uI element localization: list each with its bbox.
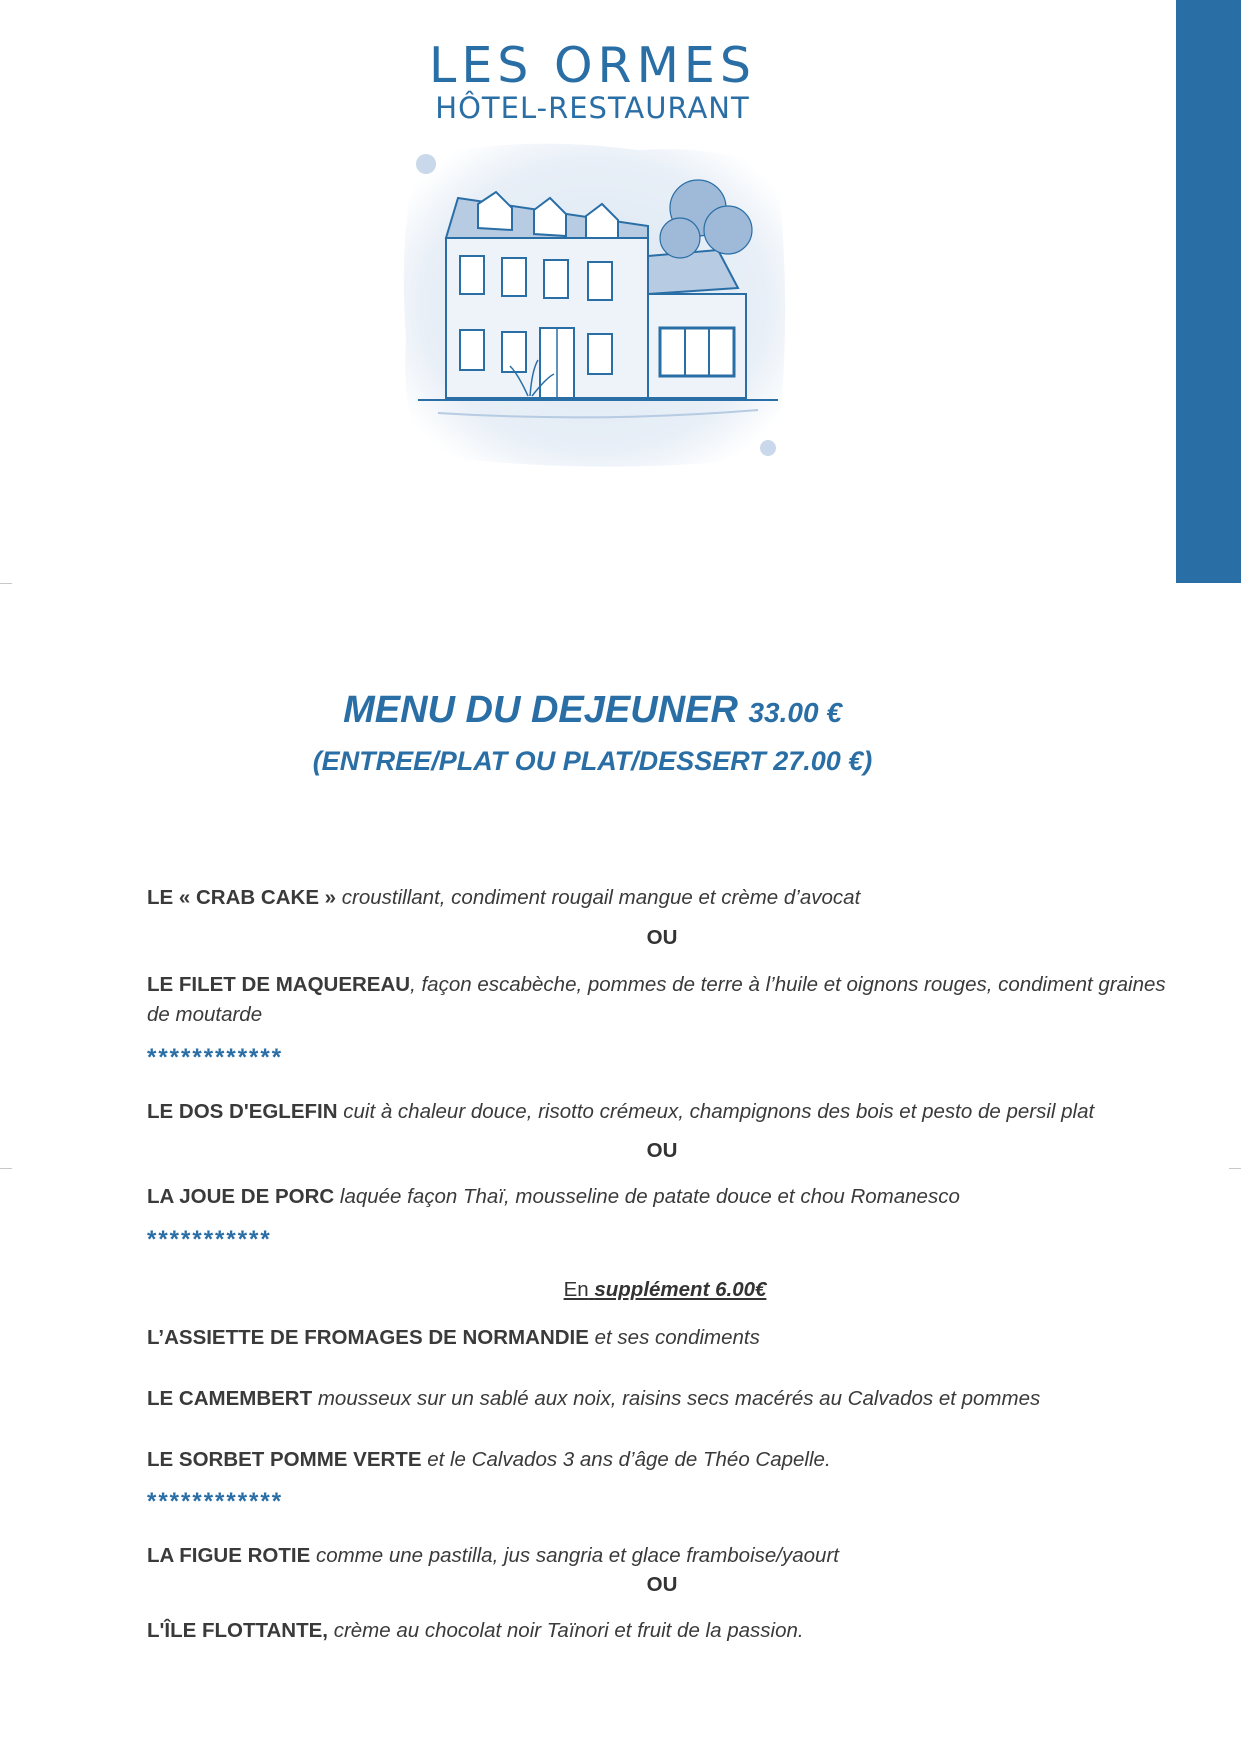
dish-item <box>147 1616 1177 1646</box>
edge-mark <box>0 583 12 584</box>
ou-separator: OU <box>646 926 678 949</box>
menu-title-text: MENU DU DEJEUNER <box>343 689 738 731</box>
dish-item <box>147 1384 1177 1414</box>
dish-description: et le Calvados 3 ans d’âge de Théo Capelle. <box>427 1448 831 1471</box>
dish-description: cuit à chaleur douce, risotto crémeux, champignons des bois et pesto de persil plat <box>343 1100 1095 1123</box>
dish-description: laquée façon Thaï, mousseline de patate douce et chou Romanesco <box>339 1185 960 1208</box>
logo <box>0 38 1185 124</box>
ou-separator: OU <box>646 1139 678 1162</box>
logo-subtitle: HÔTEL-RESTAURANT <box>435 91 750 125</box>
menu-title <box>0 686 1185 737</box>
dish-name: L'ÎLE FLOTTANTE, <box>147 1619 328 1642</box>
dish-item <box>147 1323 1177 1353</box>
dish-description: comme une pastilla, jus sangria et glace framboise/yaourt <box>315 1544 839 1567</box>
dish-item <box>147 883 1177 913</box>
menu-header <box>0 686 1185 779</box>
menu-price: 33.00 € <box>748 697 842 728</box>
dish-item <box>147 1541 1177 1571</box>
dish-description: et ses condiments <box>594 1326 760 1349</box>
dish-item <box>147 1445 1177 1475</box>
menu-subtitle: (ENTREE/PLAT OU PLAT/DESSERT 27.00 €) <box>312 746 873 776</box>
star-separator: ************ <box>147 1488 284 1515</box>
supplement-note <box>0 1278 1241 1302</box>
logo-name: LES ORMES <box>429 37 756 94</box>
dish-description: , façon escabèche, pommes de terre à l’huile et oignons rouges, condiment graines de moutarde <box>147 973 1166 1026</box>
dish-name: LE SORBET POMME VERTE <box>147 1448 422 1471</box>
dish-description: crème au chocolat noir Taïnori et fruit de la passion. <box>333 1619 804 1642</box>
dish-name: LE DOS D'EGLEFIN <box>147 1100 338 1123</box>
edge-mark <box>0 1168 12 1169</box>
dish-description: croustillant, condiment rougail mangue et crème d’avocat <box>341 886 861 909</box>
dish-item <box>147 970 1177 1030</box>
star-separator: ************ <box>147 1044 284 1071</box>
dish-item <box>147 1097 1177 1127</box>
star-separator: *********** <box>147 1226 272 1253</box>
dish-name: L’ASSIETTE DE FROMAGES DE NORMANDIE <box>147 1326 589 1349</box>
ou-separator: OU <box>646 1573 678 1596</box>
dish-item <box>147 1182 1177 1212</box>
edge-mark <box>1229 1168 1241 1169</box>
dish-name: LE « CRAB CAKE » <box>147 886 337 909</box>
supplement-text: supplément 6.00€ <box>594 1278 767 1301</box>
dish-name: LA FIGUE ROTIE <box>147 1544 311 1567</box>
dish-name: LA JOUE DE PORC <box>147 1185 335 1208</box>
supplement-prefix: En <box>563 1278 589 1301</box>
dish-name: LE FILET DE MAQUEREAU <box>147 973 411 996</box>
hotel-illustration <box>398 138 790 470</box>
side-accent-bar <box>1176 0 1241 583</box>
dish-description: mousseux sur un sablé aux noix, raisins secs macérés au Calvados et pommes <box>317 1387 1041 1410</box>
dish-name: LE CAMEMBERT <box>147 1387 313 1410</box>
